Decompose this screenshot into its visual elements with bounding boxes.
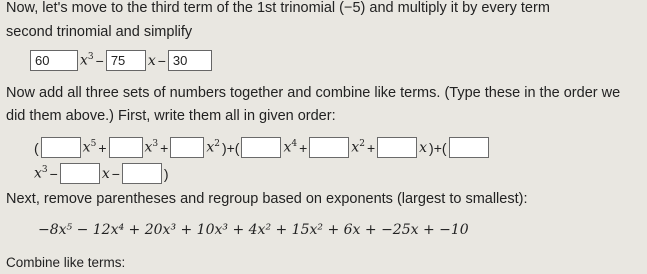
regrouped-expression: −8x⁵ − 12x⁴ + 20x³ + 10x³ + 4x² + 15x² + 6x + −25x + −10: [38, 222, 469, 238]
coefficient-x2-box[interactable]: [170, 137, 204, 158]
x4-variable: $x^4$: [283, 139, 298, 156]
plus-sign: +: [366, 139, 376, 156]
instruction-line-2: second trinomial and simplify: [6, 24, 193, 40]
plus-sign: +: [98, 139, 107, 156]
x2-variable: $x^2$: [351, 139, 365, 156]
instruction-line-3: Now add all three sets of numbers together and combine like terms. (Type these in the order we: [6, 85, 621, 101]
instruction-line-1: Now, let's move to the third term of the 1st trinomial (−5) and multiply it by every term: [6, 0, 550, 16]
instruction-line-5: Next, remove parentheses and regroup based on exponents (largest to smallest):: [6, 191, 528, 207]
instruction-line-6: Combine like terms:: [6, 255, 126, 270]
x3-variable: $x^3$: [144, 139, 159, 156]
coefficient-x3-box-2[interactable]: [449, 137, 489, 158]
minus-sign: −: [111, 165, 120, 182]
x-variable: x: [419, 139, 428, 156]
third-term-product-row: [30, 50, 212, 71]
instruction-line-4: did them above.) First, write them all in given order:: [6, 108, 336, 124]
minus-sign: −: [49, 165, 58, 182]
minus-sign: −: [157, 52, 166, 69]
constant-input[interactable]: 30: [168, 50, 212, 71]
coefficient-x-box[interactable]: [377, 137, 417, 158]
coefficient-x4-box[interactable]: [241, 137, 281, 158]
x-variable: x: [101, 165, 110, 182]
constant-box[interactable]: [122, 163, 162, 184]
sum-expression-row: [34, 137, 489, 158]
open-paren: (: [34, 139, 39, 156]
x3-variable: $x^3$: [34, 165, 48, 182]
closing-paren-plus: )+(: [429, 139, 447, 156]
minus-sign: −: [95, 52, 104, 69]
close-paren: ): [163, 165, 169, 182]
coefficient-x2-box-2[interactable]: [309, 137, 349, 158]
x2-variable: $x^2$: [206, 139, 220, 156]
x3-variable: $x^3$: [80, 52, 94, 69]
coefficient-x3-input[interactable]: 60: [30, 50, 78, 71]
plus-sign: +: [160, 139, 169, 156]
x-variable: x: [147, 52, 156, 69]
coefficient-x3-box[interactable]: [109, 137, 143, 158]
plus-sign: +: [299, 139, 308, 156]
x5-variable: $x^5$: [82, 139, 97, 156]
coefficient-x-input[interactable]: 75: [106, 50, 146, 71]
coefficient-x5-box[interactable]: [41, 137, 81, 158]
coefficient-x-box-2[interactable]: [60, 163, 100, 184]
sum-expression-row-2: [34, 163, 169, 184]
closing-paren-plus: )+(: [221, 139, 240, 156]
